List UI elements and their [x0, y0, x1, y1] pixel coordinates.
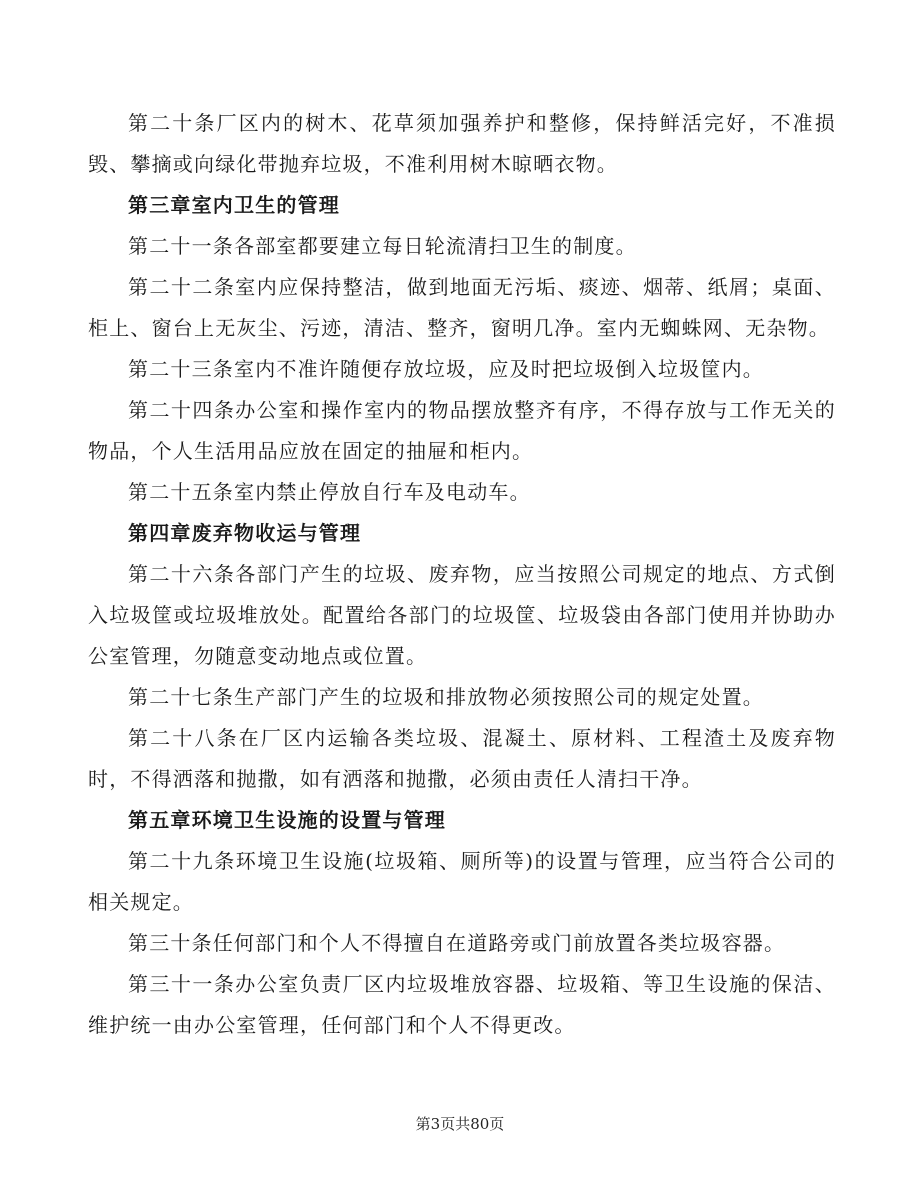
- chapter-5-heading: 第五章环境卫生设施的设置与管理: [128, 808, 446, 832]
- article-20: 第二十条厂区内的树木、花草须加强养护和整修，保持鲜活完好，不准损毁、攀摘或向绿化带抛弃垃圾，不准利用树木晾晒衣物。: [88, 111, 836, 176]
- article-21: 第二十一条各部室都要建立每日轮流清扫卫生的制度。: [128, 234, 637, 258]
- article-24: 第二十四条办公室和操作室内的物品摆放整齐有序，不得存放与工作无关的物品，个人生活用品应放在固定的抽屉和柜内。: [88, 398, 836, 463]
- article-22: 第二十二条室内应保持整洁，做到地面无污垢、痰迹、烟蒂、纸屑；桌面、柜上、窗台上无灰尘、污迹，清洁、整齐，窗明几净。室内无蜘蛛网、无杂物。: [88, 275, 836, 340]
- article-28: 第二十八条在厂区内运输各类垃圾、混凝土、原材料、工程渣土及废弃物时，不得洒落和抛撒，如有洒落和抛撒，必须由责任人清扫干净。: [88, 726, 836, 791]
- chapter-3-heading: 第三章室内卫生的管理: [128, 193, 340, 217]
- page-number: 第3页共80页: [415, 1115, 505, 1133]
- article-29: 第二十九条环境卫生设施(垃圾箱、厕所等)的设置与管理，应当符合公司的相关规定。: [88, 849, 836, 914]
- document-body: [88, 103, 836, 1046]
- article-23: 第二十三条室内不准许随便存放垃圾，应及时把垃圾倒入垃圾筐内。: [128, 357, 764, 381]
- article-31: 第三十一条办公室负责厂区内垃圾堆放容器、垃圾箱、等卫生设施的保洁、维护统一由办公室管理，任何部门和个人不得更改。: [88, 972, 836, 1037]
- article-26: 第二十六条各部门产生的垃圾、废弃物，应当按照公司规定的地点、方式倒入垃圾筐或垃圾堆放处。配置给各部门的垃圾筐、垃圾袋由各部门使用并协助办公室管理，勿随意变动地点或位置。: [88, 562, 836, 668]
- article-25: 第二十五条室内禁止停放自行车及电动车。: [128, 480, 531, 504]
- chapter-4-heading: 第四章废弃物收运与管理: [128, 521, 362, 545]
- article-30: 第三十条任何部门和个人不得擅自在道路旁或门前放置各类垃圾容器。: [128, 931, 786, 955]
- article-27: 第二十七条生产部门产生的垃圾和排放物必须按照公司的规定处置。: [128, 685, 764, 709]
